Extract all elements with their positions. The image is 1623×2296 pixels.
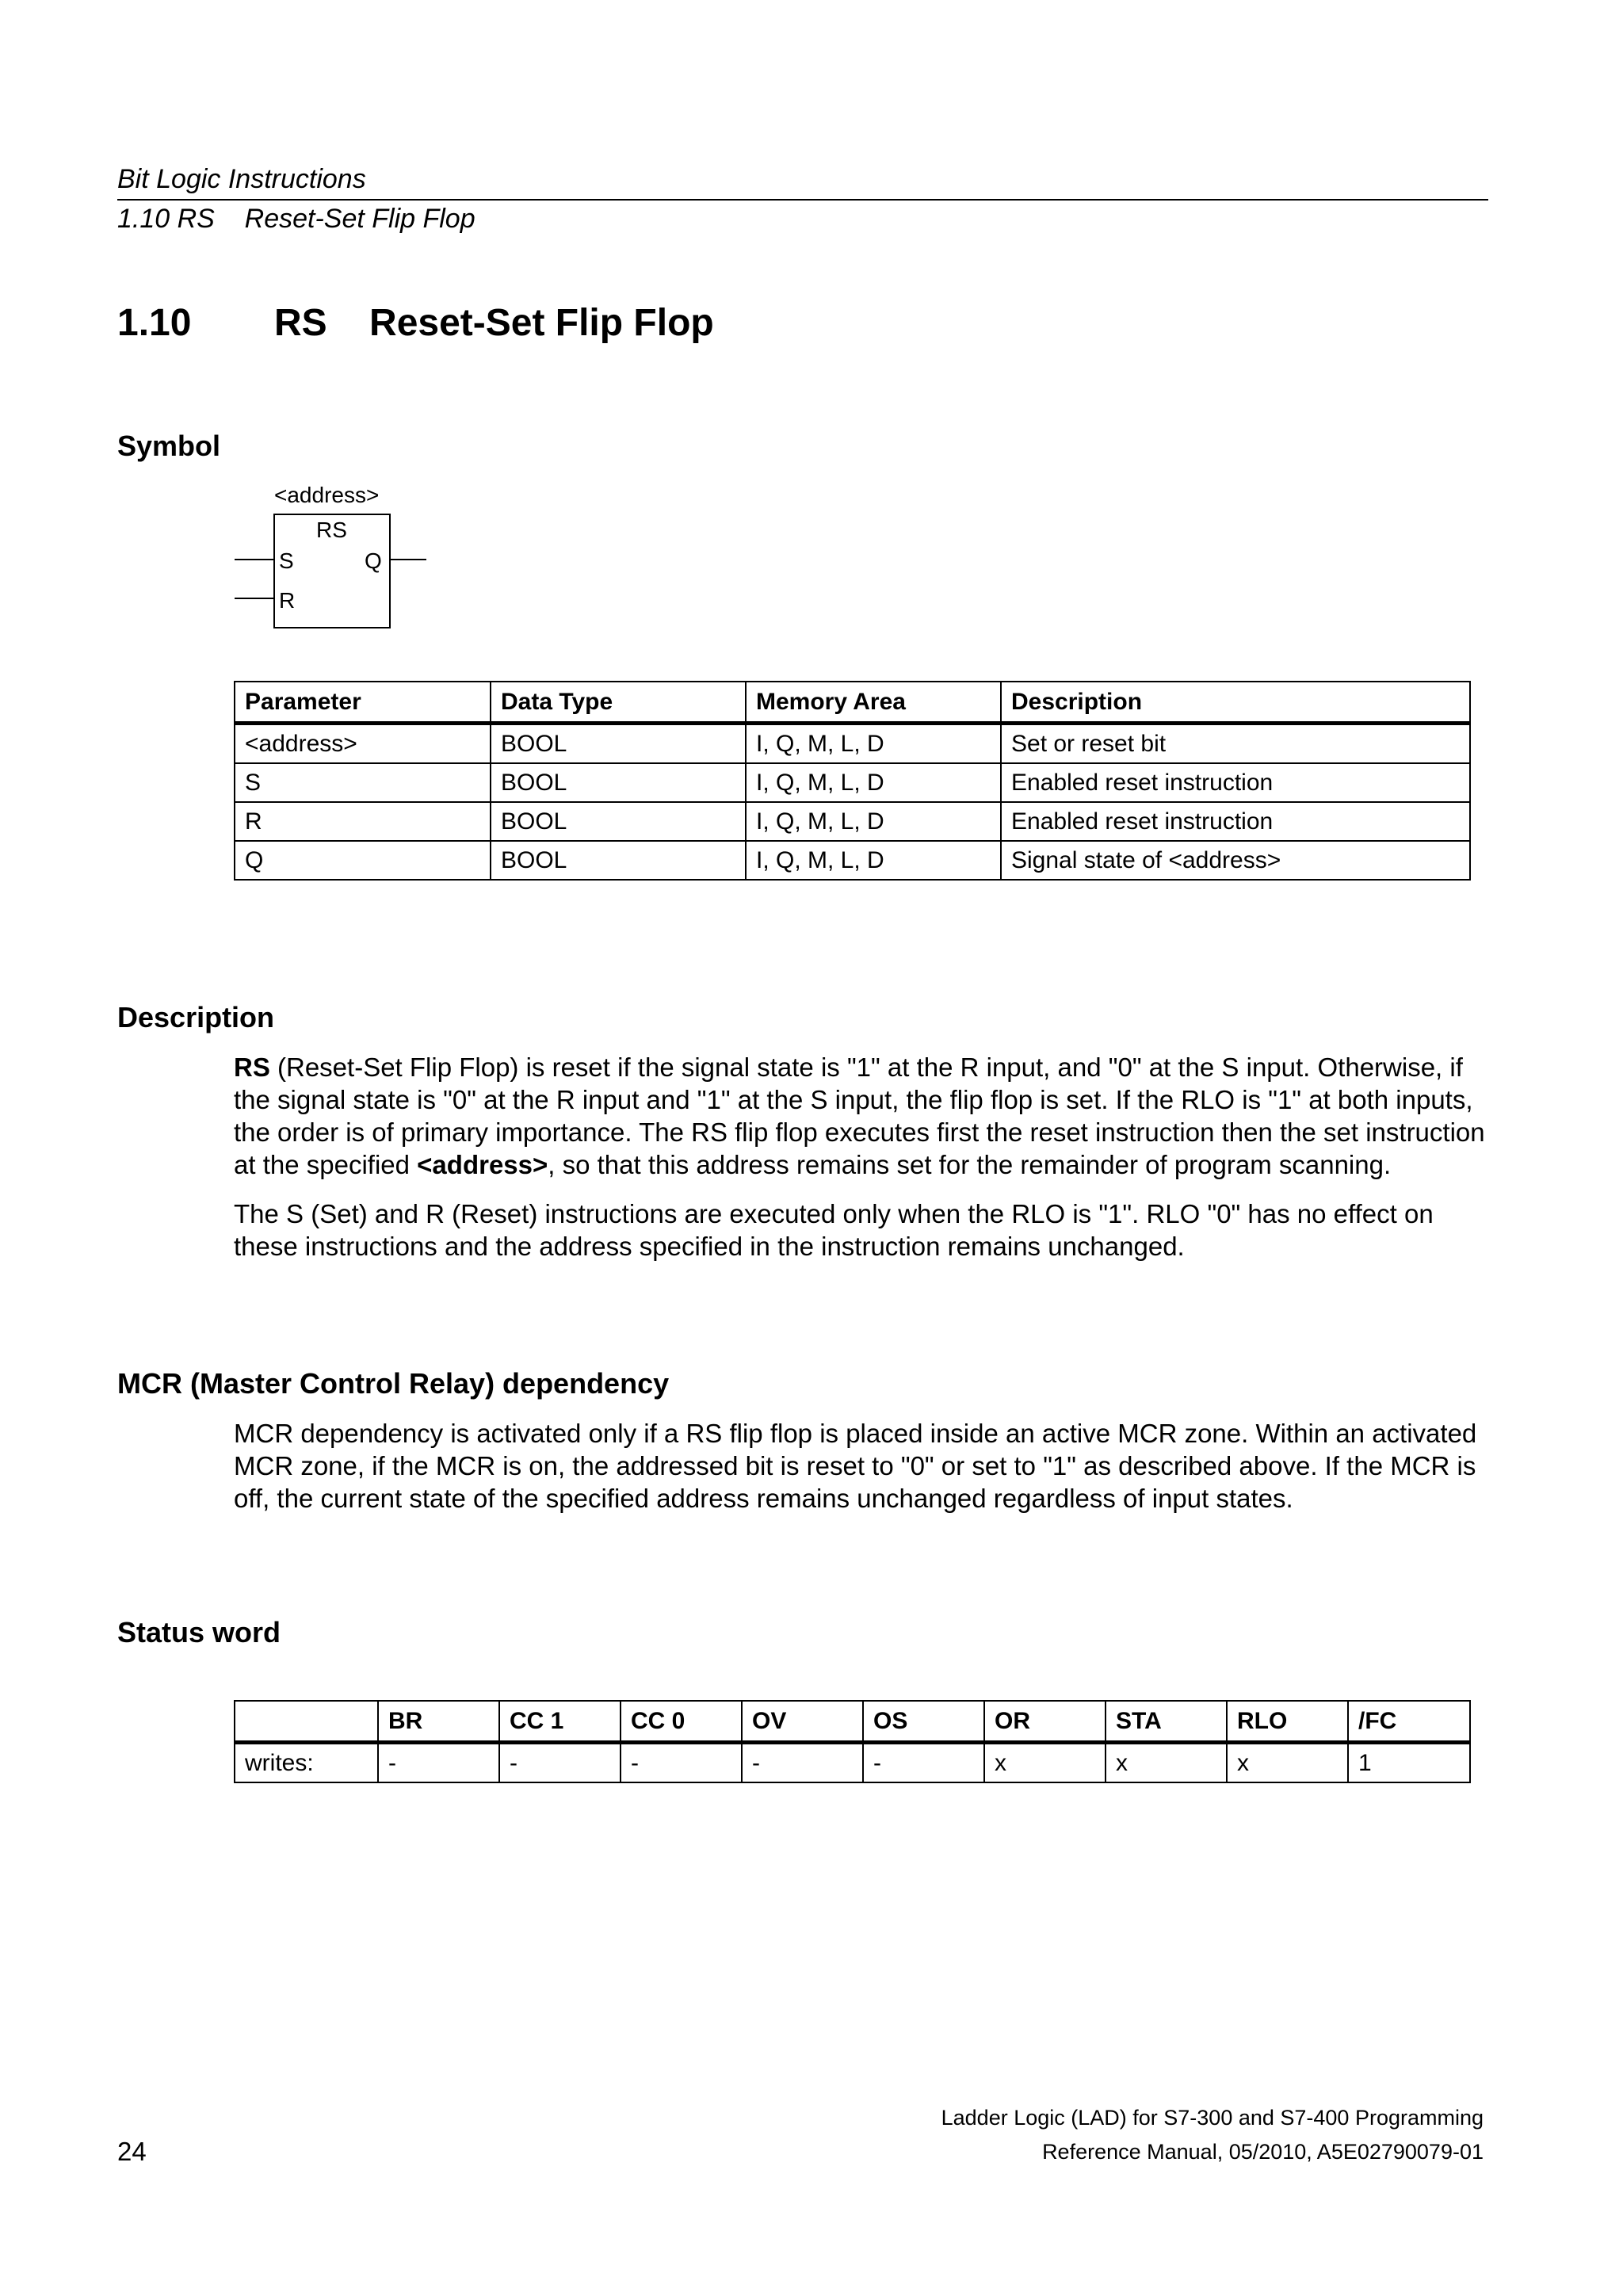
cell-memory-area: I, Q, M, L, D (746, 763, 1001, 802)
description-p1-text-a: (Reset-Set Flip Flop) is reset if the signal state is "1" at the R input, and "0" at the S input. Otherwise, if the signal state is "0" at the R input and "1" at the S input, the flip flop is set. If the RLO is "1" at both inputs, the order is of primary importance. The RS flip flop executes first the reset instruction then the set instruction at the specified (234, 1052, 1485, 1179)
status-cell-label: writes: (235, 1743, 378, 1783)
status-cell-rlo: x (1227, 1743, 1348, 1783)
status-cell-cc0: - (621, 1743, 742, 1783)
rs-keyword: RS (234, 1052, 270, 1082)
description-body (234, 1051, 1494, 1279)
footer-manual-title: Ladder Logic (LAD) for S7-300 and S7-400 Programming (941, 2106, 1484, 2130)
cell-parameter: S (235, 763, 491, 802)
parameter-table (234, 681, 1471, 881)
cell-parameter: Q (235, 841, 491, 880)
running-header-section: 1.10 RS Reset-Set Flip Flop (117, 204, 475, 234)
symbol-heading: Symbol (117, 430, 221, 462)
symbol-address-label: <address> (274, 483, 380, 507)
title-name: RS Reset-Set Flip Flop (274, 302, 714, 344)
description-p1-text-b: , so that this address remains set for the remainder of program scanning. (548, 1150, 1392, 1179)
mcr-body (234, 1417, 1494, 1531)
status-cell-cc1: - (499, 1743, 621, 1783)
cell-description: Enabled reset instruction (1001, 802, 1470, 841)
table-row (235, 763, 1470, 802)
col-header-data-type: Data Type (491, 682, 746, 724)
status-header-ov: OV (742, 1701, 863, 1743)
description-heading: Description (117, 1001, 275, 1033)
description-paragraph-1 (234, 1051, 1494, 1181)
cell-data-type: BOOL (491, 724, 746, 764)
description-paragraph-2: The S (Set) and R (Reset) instructions are executed only when the RLO is "1". RLO "0" has no effect on these instructions and the address specified in the instruction remains unchanged. (234, 1199, 1434, 1261)
page-number: 24 (117, 2137, 147, 2166)
symbol-output-q: Q (365, 548, 382, 573)
status-cell-sta: x (1106, 1743, 1227, 1783)
page-title (117, 301, 1488, 345)
status-header-cc0: CC 0 (621, 1701, 742, 1743)
status-cell-ov: - (742, 1743, 863, 1783)
cell-description: Set or reset bit (1001, 724, 1470, 764)
title-number: 1.10 (117, 302, 192, 344)
cell-parameter: <address> (235, 724, 491, 764)
status-header-empty (235, 1701, 378, 1743)
status-header-rlo: RLO (1227, 1701, 1348, 1743)
header-rule (117, 199, 1488, 201)
table-row (235, 802, 1470, 841)
status-cell-br: - (378, 1743, 499, 1783)
mcr-heading: MCR (Master Control Relay) dependency (117, 1367, 670, 1400)
cell-description: Signal state of <address> (1001, 841, 1470, 880)
cell-memory-area: I, Q, M, L, D (746, 724, 1001, 764)
mcr-paragraph: MCR dependency is activated only if a RS flip flop is placed inside an active MCR zone. Within an activated MCR zone, if the MCR is on, the addressed bit is reset to "0" or set to "1" as described above. If the MCR is off, the current state of the specified address remains unchanged regardless of input states. (234, 1419, 1477, 1513)
col-header-description: Description (1001, 682, 1470, 724)
cell-data-type: BOOL (491, 763, 746, 802)
cell-parameter: R (235, 802, 491, 841)
cell-memory-area: I, Q, M, L, D (746, 802, 1001, 841)
cell-memory-area: I, Q, M, L, D (746, 841, 1001, 880)
status-header-sta: STA (1106, 1701, 1227, 1743)
symbol-input-r: R (279, 588, 296, 613)
footer-manual-info: Reference Manual, 05/2010, A5E02790079-01 (1042, 2140, 1484, 2164)
status-word-heading: Status word (117, 1616, 281, 1648)
status-word-writes-row (235, 1743, 1470, 1783)
symbol-input-s: S (279, 548, 294, 573)
parameter-table-header (235, 682, 1470, 724)
status-cell-fc: 1 (1348, 1743, 1470, 1783)
table-row (235, 724, 1470, 764)
symbol-box-label: RS (316, 518, 347, 542)
cell-data-type: BOOL (491, 841, 746, 880)
status-header-br: BR (378, 1701, 499, 1743)
running-header-chapter: Bit Logic Instructions (117, 164, 366, 194)
cell-data-type: BOOL (491, 802, 746, 841)
status-cell-os: - (863, 1743, 984, 1783)
status-word-header-row (235, 1701, 1470, 1743)
status-header-os: OS (863, 1701, 984, 1743)
rs-flip-flop-symbol (222, 476, 444, 634)
col-header-memory-area: Memory Area (746, 682, 1001, 724)
status-cell-or: x (984, 1743, 1106, 1783)
status-word-table (234, 1700, 1471, 1783)
table-row (235, 841, 1470, 880)
status-header-fc: /FC (1348, 1701, 1470, 1743)
status-header-cc1: CC 1 (499, 1701, 621, 1743)
address-keyword: <address> (417, 1150, 548, 1179)
status-header-or: OR (984, 1701, 1106, 1743)
cell-description: Enabled reset instruction (1001, 763, 1470, 802)
col-header-parameter: Parameter (235, 682, 491, 724)
